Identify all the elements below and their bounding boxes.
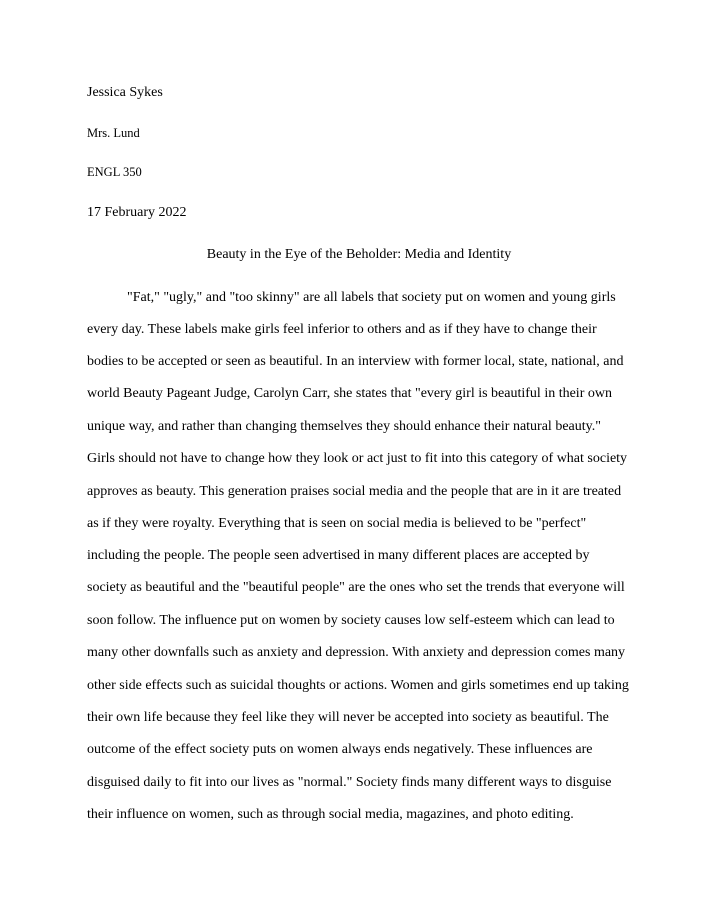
body-line: including the people. The people seen advertised in many different places are accepted by [87, 548, 590, 563]
body-line: disguised daily to fit into our lives as "normal." Society finds many different ways to disguise [87, 775, 612, 790]
body-line: society as beautiful and the "beautiful people" are the ones who set the trends that everyone will [87, 580, 625, 595]
author-name: Jessica Sykes [87, 85, 163, 100]
essay-title: Beauty in the Eye of the Beholder: Media and Identity [206, 247, 512, 262]
body-line: their influence on women, such as through social media, magazines, and photo editing. [87, 807, 574, 822]
body-line: world Beauty Pageant Judge, Carolyn Carr, she states that "every girl is beautiful in their own [87, 386, 612, 401]
body-line: Girls should not have to change how they look or act just to fit into this category of what society [87, 451, 628, 466]
body-line: "Fat," "ugly," and "too skinny" are all labels that society put on women and young girls [127, 290, 616, 305]
course-name: ENGL 350 [87, 165, 142, 179]
body-line: soon follow. The influence put on women by society causes low self-esteem which can lead to [87, 613, 615, 628]
instructor-name: Mrs. Lund [87, 126, 140, 140]
body-line: many other downfalls such as anxiety and depression. With anxiety and depression comes many [87, 645, 626, 660]
body-line: as if they were royalty. Everything that is seen on social media is believed to be "perfect" [87, 516, 587, 531]
body-line: approves as beauty. This generation praises social media and the people that are in it are treated [87, 484, 622, 499]
body-line: other side effects such as suicidal thoughts or actions. Women and girls sometimes end up taking [87, 678, 629, 693]
body-line: every day. These labels make girls feel inferior to others and as if they have to change their [87, 322, 597, 337]
body-line: outcome of the effect society puts on women always ends negatively. These influences are [87, 742, 593, 757]
body-line: their own life because they feel like they will never be accepted into society as beautiful. The [87, 710, 609, 725]
essay-date: 17 February 2022 [87, 205, 187, 220]
body-line: bodies to be accepted or seen as beautiful. In an interview with former local, state, national, and [87, 354, 624, 369]
body-line: unique way, and rather than changing themselves they should enhance their natural beauty." [87, 419, 601, 434]
